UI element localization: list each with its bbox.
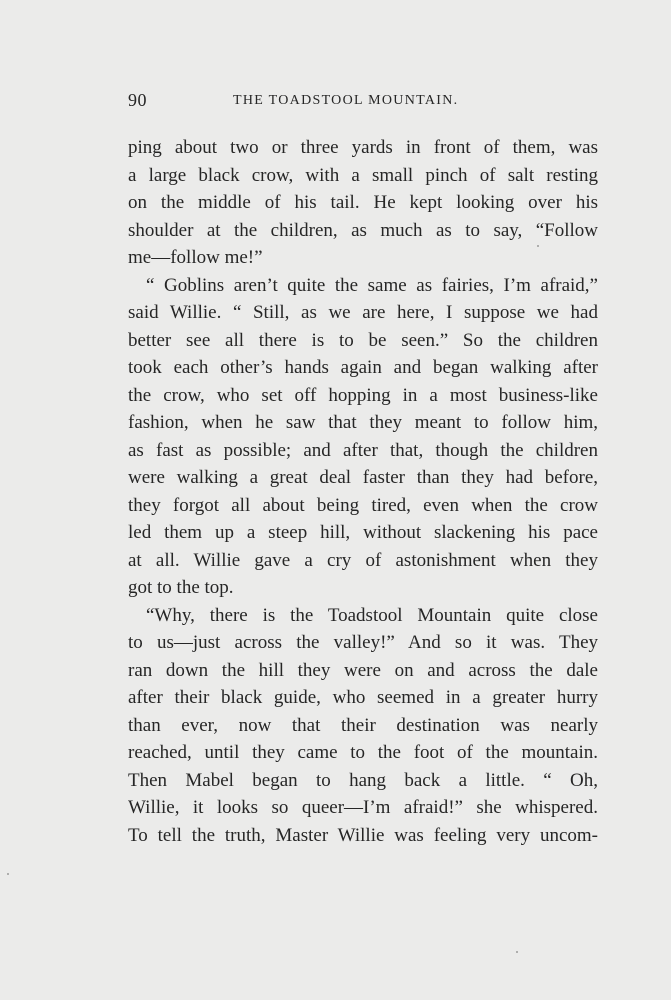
text-line: reached, until they came to the foot of the mountain. <box>128 742 598 763</box>
body-text <box>128 134 598 849</box>
text-line: Then Mabel began to hang back a little. “ Oh, <box>128 769 598 791</box>
text-line: Willie, it looks so queer—I’m afraid!” she whispered. <box>128 797 598 818</box>
text-line: To tell the truth, Master Willie was feeling very uncom- <box>128 824 598 846</box>
running-head <box>128 90 598 114</box>
running-title: THE TOADSTOOL MOUNTAIN. <box>233 93 459 108</box>
text-line: the crow, who set off hopping in a most business-like <box>128 384 598 406</box>
text-line: on the middle of his tail. He kept looking over his <box>128 192 598 213</box>
text-line: “ Goblins aren’t quite the same as fairies, I’m afraid,” <box>146 274 598 296</box>
text-line: after their black guide, who seemed in a greater hurry <box>128 687 598 708</box>
text-line: a large black crow, with a small pinch of salt resting <box>128 164 598 186</box>
page-number: 90 <box>128 90 147 110</box>
text-line: got to the top. <box>128 577 234 598</box>
text-line: at all. Willie gave a cry of astonishment when they <box>128 549 598 571</box>
text-line: took each other’s hands again and began walking after <box>128 357 598 378</box>
text-line: fashion, when he saw that they meant to follow him, <box>128 412 598 433</box>
text-line: were walking a great deal faster than they had before, <box>128 467 598 488</box>
paper-speck <box>516 951 518 953</box>
text-line: me—follow me!” <box>128 247 263 268</box>
text-line: to us—just across the valley!” And so it was. They <box>128 632 598 653</box>
text-line: they forgot all about being tired, even when the crow <box>128 494 598 516</box>
text-line: shoulder at the children, as much as to say, “Follow <box>128 219 598 241</box>
text-line: led them up a steep hill, without slackening his pace <box>128 522 598 543</box>
paper-speck <box>537 245 539 247</box>
text-line: better see all there is to be seen.” So the children <box>128 329 598 351</box>
text-line: as fast as possible; and after that, though the children <box>128 439 598 461</box>
text-line: said Willie. “ Still, as we are here, I suppose we had <box>128 302 598 323</box>
paper-speck <box>7 873 9 875</box>
text-line: than ever, now that their destination was nearly <box>128 714 598 736</box>
text-line: ping about two or three yards in front of them, was <box>128 137 598 158</box>
text-line: ran down the hill they were on and across the dale <box>128 659 598 681</box>
text-line: “Why, there is the Toadstool Mountain quite close <box>146 604 598 626</box>
